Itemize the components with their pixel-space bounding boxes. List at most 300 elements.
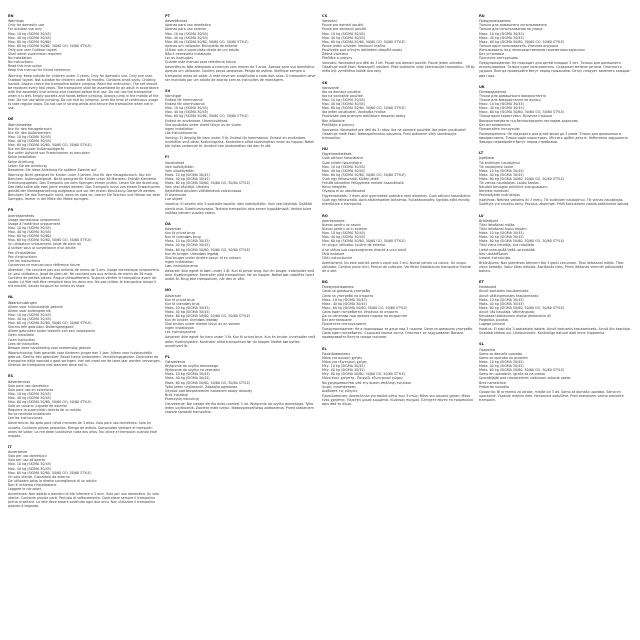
warning-line: Un utilisateur uniquement. Jouet de plein air (8, 242, 82, 247)
warning-section (479, 151, 632, 206)
warning-paragraph: Warnung: Nicht geeignet für Kinder unter 3 Jahren. Nur für den Hausgebrauch. Nur ein Benutzer. Außenspielgerät. Nicht geeignet für Kinder unter 36 Monaten. Enthält Kleinteile. Erstickungsgefahr. Das Trampolin vor dem Springen immer prüfen. Lesen Sie die Anleitung. Das Netz sollte alle zwei Jahre ersetzt werden. Das Trampolin muss von einem Erwachsenen gemäß der Montageanleitung aufgebaut und vor der ersten Benutzung überprüft werden. Benutzen Sie das Trampolin nicht, wenn es nass ist. Leeren Sie Taschen und Hände vor dem Springen. Immer in der Mitte der Matte springen. (8, 172, 161, 202)
warning-line: Само един потребител. Играчка за открито (322, 309, 399, 314)
warning-line: Maks. 10 kg (SIGMA 30/45) (479, 360, 524, 365)
warning-line: Wyłącznie do użytku domowego (165, 364, 219, 369)
warning-paragraph: Varning: Ej lämplig för barn under 3 år. Endast för hemmabruk. Endast en användare. Innehåller små delar. Kvävningsrisk. Kontrollera alltid studsmattan innan du hoppar. Nätet bör bytas vartannat år. Använd inte studsmattan när den är våt. (165, 135, 314, 149)
warning-line: Utilizar sob a supervisão direta de um adulto (165, 47, 240, 52)
section-title: Advarsler (165, 293, 182, 298)
warning-line: Max. 60 kg (SIGMA 50/60, 50/60 GO, 50/60 STYLE) (8, 43, 92, 48)
warning-line: Apenas para uso doméstico (165, 23, 211, 28)
warning-section (322, 147, 475, 207)
warning-line: Ainult üks kasutaja. Välimänguasi (479, 309, 535, 314)
warning-line: Máx. 40 kg (SIGMA 30/45) (165, 35, 209, 40)
warning-line: Ska användas under direkt tillsyn av en vuxen (165, 122, 242, 127)
section-title: Avertissements (8, 213, 35, 218)
warning-line: Maks. 40 kg (SIGMA 30/45) (165, 176, 210, 181)
warning-line: Kun én bruger. Udendørs legetøj (165, 251, 219, 256)
column-1 (8, 14, 161, 634)
warning-line: Bewahren Sie diese Anleitung für spätere Zwecke auf (8, 167, 97, 172)
section-title: Brīdinājumi (479, 218, 499, 223)
column-3 (322, 14, 475, 634)
warning-section (8, 445, 161, 509)
warning-line: Paigaldus puudub (479, 318, 509, 323)
warning-line: Máx. 10 kg (SIGMA 30/45) (8, 391, 52, 396)
section-title: Advertências (165, 19, 188, 24)
warning-line: Não é necessária instalação (165, 52, 212, 57)
language-code: ET (479, 280, 484, 285)
warning-section (479, 14, 632, 78)
warning-section (479, 85, 632, 145)
section-title: Warnings (8, 19, 24, 24)
warning-section (8, 14, 161, 110)
warning-line: Leggere le istruzioni (8, 486, 42, 491)
warning-line: Apenas para uso exterior (165, 27, 207, 32)
warning-line: Без установки (479, 52, 505, 57)
warning-line: À utiliser sous la surveillance d'un adulte (8, 246, 76, 251)
warning-line: Ingen installation (165, 126, 194, 131)
warning-line: Χωρίς εγκατάσταση (322, 384, 356, 389)
warning-section (322, 81, 475, 141)
warning-line: Nav uzstādīšanas (479, 251, 508, 256)
warning-line: Maks. 40 kg (SIGMA 30/45) (479, 172, 524, 177)
section-title: Varovanie (322, 85, 339, 90)
warning-line: Citiți instrucțiunile (322, 255, 353, 260)
warning-line: Un solo utente. Giocattolo da esterno (8, 474, 70, 479)
section-title: Hoiatused (479, 285, 497, 290)
warning-line: Ainult välitingimustes kasutamiseks (479, 293, 539, 298)
warning-line: Max. 10 kg (SIGMA 30/45) (322, 231, 366, 236)
section-title: Figyelmeztetések (322, 152, 352, 157)
warning-line: Csak kültéri használatra (322, 160, 362, 165)
language-code: NL (8, 295, 14, 300)
warning-line: Maks. 10 kg (SIGMA 30/45) (165, 239, 210, 244)
warning-paragraph: Warning: Keep outside for children under 3 years. Only for domestic use. Only one user. Outdoor toyset. Not suitable for children under 36 months. Contains small parts. Choking hazard. Always check the trampoline before jumping. Read the instruction. The net should be replaced every two years. The trampoline shall be assembled by an adult in accordance with the assembly instructions and checked before first use. Do not use the trampoline when it is wet. Empty pockets and hands before jumping. Always jump in the middle of the mat. Do not use while jumping. Do not exit by jumping. Limit the time of continuous usage to take regular stops. Do not use in strong winds and secure the trampoline when not in use. (8, 73, 159, 111)
warning-line: Samo en uporabnik. Igrača za na prosto (479, 372, 545, 377)
section-title: Įspėjimai (479, 156, 495, 161)
warning-line: Max. 40 kg (SIGMA 30/45) (322, 235, 366, 240)
warning-line: Žádná instalace (322, 52, 349, 57)
warning-paragraph: Avertisment: Nu este potrivit pentru copiii sub 3 ani. Numai pentru uz casnic. Un singur utilizator. Conține piese mici. Pericol de sufocare. Verificați întotdeauna trampolina înainte de a sări. (322, 260, 472, 273)
warning-paragraph: Figyelmeztetés: 3 éven aluli gyermekek számára nem alkalmas. Csak otthoni használatra. Csak egy felhasználó. Apró alkatrészeket tartalmaz. Fulladásveszély. Ugrálás előtt mindig ellenőrizze a trampolint. (322, 194, 471, 207)
warning-paragraph: Waarschuwing: Niet geschikt voor kinderen jonger dan 3 jaar. Alleen voor huishoudelijk gebruik. Slechts één gebruiker. Bevat kleine onderdelen. Verstikkingsgevaar. Controleer de trampoline altijd voordat u gaat springen. Het net moet om de twee jaar worden vervangen. Gebruik de trampoline niet wanneer deze nat is. (8, 350, 161, 368)
warning-line: Прочитайте інструкцію (479, 126, 520, 131)
language-code: PL (165, 354, 170, 359)
warning-section (322, 280, 475, 340)
warning-line: Maks. 60 kg (SIGMA 50/60, 50/60 GO, 50/60 STYLE) (165, 380, 251, 385)
warning-line: Max. 10 kg (SIGMA 30/45) (8, 462, 52, 467)
section-title: Ostrzeżenia (165, 360, 186, 365)
warning-section (165, 155, 318, 215)
warning-line: Máx. 10 kg (SIGMA 30/45) (165, 31, 209, 36)
warning-line: Макс. 10 kg (SIGMA 30/45) (479, 102, 524, 107)
warning-paragraph: Avvertenza: Non adatto a bambini di età inferiore a 3 anni. Solo per uso domestico. Un solo utente. Contiene piccole parti. Pericolo di soffocamento. Controllare sempre il trampolino prima di saltare. La rete deve essere sostituita ogni due anni. Non utilizzare il trampolino quando è bagnato. (8, 492, 160, 509)
warning-line: Nur für den Hausgebrauch (8, 126, 52, 131)
section-title: Varoitukset (165, 160, 185, 165)
warning-line: Тільки один користувач. Вулична іграшка (479, 114, 553, 119)
warning-line: Geen installatie (8, 333, 34, 338)
warning-line: Only for domestic use (8, 23, 45, 28)
warning-line: Ingen installasjon (165, 326, 194, 331)
warning-line: Maks. 10 kg (SIGMA 30/45) (479, 231, 524, 236)
warning-line: Endast för hemmabruk (165, 98, 203, 103)
language-code: SL (479, 342, 484, 347)
warning-line: Solo para uso en exteriores (8, 387, 54, 392)
warning-line: Tikai viens lietotājs. Āra rotaļlieta (479, 243, 535, 248)
warning-line: Pas d'installation (8, 250, 36, 255)
warning-paragraph: Attention : Ne convient pas aux enfants de moins de 3 ans. Usage domestique uniquement. Un seul utilisateur. Jouet de plein air. Ne convient pas aux enfants de moins de 36 mois. Contient de petites pièces. Risque d'étouffement. Toujours vérifier le trampoline avant de sauter. Le filet doit être remplacé tous les deux ans. Ne pas utiliser le trampoline lorsqu'il est mouillé. Sauter toujours au milieu du tapis. (8, 267, 160, 289)
warning-paragraph: Varovanie: Nevhodné pre deti do 3 rokov. Iba na domáce použitie. Iba jeden používateľ. Obsahuje malé časti. Nebezpečenstvo udusenia. Pred skákaním vždy skontrolujte trampolínu. (322, 127, 467, 140)
language-code: BG (322, 280, 328, 285)
warning-line: Μόνο ένας χρήστης. Παιχνίδι εξωτερικού χώρου (322, 376, 403, 381)
warning-line: Макс. 40 kg (SIGMA 30/45) (322, 301, 367, 306)
warning-line: Keine Anleitung (8, 159, 34, 164)
section-title: Opozorila (479, 347, 496, 352)
warning-line: Maks. 60 kg (SIGMA 50/60, 50/60 GO, 50/60 STYLE) (479, 239, 565, 244)
warning-line: Max. 10 kg (SIGMA 30/45) (8, 313, 52, 317)
warning-line: Max. 40 kg (SIGMA 30/45) (8, 466, 52, 471)
language-code: DA (165, 221, 171, 226)
warning-line: Maks. 40 kg (SIGMA 30/45) (165, 243, 210, 248)
warning-line: No instructions (8, 60, 33, 65)
warning-paragraph: Advarsel: Ikke egnet for barn under 3 år. Kun til privat bruk. Kun én bruker. Inneholder små deler. Kvelningsfare. Kontroller alltid trampolinen før du hopper. Nettet bør byttes annethvert år. (165, 335, 316, 348)
warning-paragraph: Advertência: Não adequado a crianças com menos de 3 anos. Apenas para uso doméstico. Apenas um utilizador. Contém peças pequenas. Perigo de asfixia. Verifique sempre o trampolim antes de saltar. A rede deve ser substituída a cada dois anos. O trampolim deve ser montado por um adulto de acordo com as instruções de montagem. (165, 65, 316, 82)
warning-line: Макс. 10 kg (SIGMA 30/45) (322, 297, 367, 302)
language-code: UK (479, 84, 485, 89)
warning-line: Max. 10 kg (SIGMA 30/45) (322, 98, 366, 103)
warning-section (165, 288, 318, 348)
warning-line: Guarde este manual para referência futura (165, 60, 236, 65)
warning-section (322, 214, 475, 274)
warning-line: Csak egy felhasználó. Kültéri játék (322, 176, 379, 181)
warning-line: Brez namestitve (479, 380, 506, 385)
warning-line: Nur ein Benutzer Außenspielgerät (8, 147, 64, 152)
warning-line: Tylko jeden użytkownik. Zabawka ogrodowa (165, 384, 238, 389)
warning-line: Kasutada täiskasvanu otsese järelevalve all (479, 314, 551, 319)
warning-line: Μέγ. 60 kg (SIGMA 50/60, 50/60 GO, 50/60 STYLE) (322, 372, 406, 377)
warning-line: No installation (8, 56, 32, 61)
warning-line: Maks. 60 kg (SIGMA 50/60, 50/60 GO, 50/60 STYLE) (479, 176, 565, 181)
language-code: NO (165, 288, 172, 293)
warning-line: Використовувати під безпосереднім наглядом дорослих (479, 118, 578, 123)
warning-line: Slechts één gebruiker. Buitenspeelgoed (8, 325, 74, 330)
warning-line: Maks. 10 kg (SIGMA 30/45) (165, 372, 210, 377)
warning-paragraph: Предупреждение: Не подходит для детей младше 3 лет. Только для домашнего использования. Только один пользователь. Содержит мелкие детали. Опасность удушья. Всегда проверяйте батут перед прыжками. Сетку следует заменять каждые два года. (479, 61, 630, 78)
warning-line: Max. 60 kg (SIGMA 50/60, 50/60 GO, 50/60 STYLE) (8, 238, 92, 243)
warning-section (8, 374, 161, 438)
warning-line: Maks. 40 kg (SIGMA 30/45) (479, 235, 524, 240)
warning-line: Lugege juhiseid (479, 322, 505, 327)
warning-line: Izlasiet instrukcijas (479, 255, 511, 260)
warning-line: Max. 60 kg (SIGMA 50/60, 50/60 GO, 50/60 STYLE) (322, 172, 406, 177)
warning-line: Тільки для домашнього використання (479, 94, 546, 98)
warning-line: Max. 60 kg (SIGMA 50/60, 50/60 GO, 50/60 STYLE) (8, 143, 92, 148)
warning-paragraph: Brīdinājums: Nav piemērots bērniem līdz 3 gadu vecumam. Tikai lietošanai mājās. Tikai viens lietotājs. Satur sīkas detaļas. Aizrīšanās risks. Pirms lēkšanas vienmēr pārbaudiet batutu. (479, 260, 624, 273)
warning-line: Endast för utomhusbruk (165, 102, 205, 107)
warning-line: Kun til privat brug (165, 231, 195, 236)
warning-line: Ingen installation (165, 259, 194, 264)
warning-line: For outdoor use only (8, 27, 42, 32)
warning-line: Μέγ. 10 kg (SIGMA 30/45) (322, 364, 365, 369)
warning-line: Max. 60 kg (SIGMA 50/60) (8, 39, 52, 44)
warning-line: Max. 40 kg (SIGMA 30/45) (165, 110, 209, 115)
warning-line: Usage à l'extérieur uniquement (8, 221, 61, 226)
warning-line: Usage domestique uniquement (8, 217, 60, 222)
section-title: Avvertenze (8, 450, 28, 455)
warning-line: Máx. 40 kg (SIGMA 30/45) (8, 395, 52, 400)
warning-line: Vain kotikäyttöön (165, 164, 194, 169)
warning-section (165, 222, 318, 282)
warning-line: Max. 40 kg (SIGMA 30/45) (322, 35, 366, 40)
language-code: EN (8, 14, 14, 18)
warning-line: Maks. 10 kg (SIGMA 30/45) (479, 297, 524, 302)
section-title: Warnhinweise (8, 122, 32, 127)
warning-line: Без инсталиране (322, 318, 352, 323)
warning-section (8, 208, 161, 288)
warning-line: Max. 60 kg (SIGMA 50/60) (8, 234, 52, 239)
warning-line: Макс. 60 kg (SIGMA 50/60, 50/60 GO, 50/60 STYLE) (479, 39, 565, 44)
warning-line: Alleen voor huishoudelijk gebruik (8, 304, 63, 309)
warning-line: Csak otthoni használatra (322, 156, 364, 161)
warning-line: Bewaar deze handleiding voor toekomstig gebruik (8, 345, 92, 350)
warning-line: Maks. 10 kg (SIGMA 30/45) (165, 172, 210, 177)
warning-line: Max. 10 kg (SIGMA 30/45) (8, 134, 52, 139)
warning-line: Keine Installation (8, 155, 37, 160)
section-title: Varningar (165, 94, 182, 98)
column-2 (165, 14, 318, 634)
section-title: Varování (322, 19, 337, 24)
warning-line: Vain yksi käyttäjä. Ulkolelu (165, 185, 210, 190)
warning-line: Przeczytaj instrukcję (165, 396, 199, 401)
warning-section (8, 117, 161, 201)
warning-line: Tikai lietošanai mājās (479, 222, 515, 227)
warning-line: Maks. 60 kg (SIGMA 50/60, 50/60 GO, 50/60 STYLE) (165, 247, 251, 252)
warning-section (479, 214, 632, 274)
warning-line: Tik vienas naudotojas. Lauko žaislas (479, 180, 539, 185)
warning-line: Läs instruktionerna (165, 130, 197, 135)
warning-line: Διαβάστε τις οδηγίες (322, 388, 358, 393)
warning-line: Прочтите инструкцию (479, 56, 518, 61)
language-code: IT (8, 444, 12, 449)
warning-line: Iba na domáce použitie (322, 89, 361, 94)
warning-line: Skal bruges under direkte opsyn af en voksen (165, 255, 241, 260)
warning-line: No se necesita instalación (8, 412, 52, 417)
warning-line: Lietot pieaugušā tiešā uzraudzībā (479, 247, 535, 252)
warning-line: Iba jeden používateľ. Vonkajšia hračka (322, 110, 386, 115)
warning-line: Non è richiesta l'installazione (8, 482, 57, 487)
warning-line: Max. 60 kg (SIGMA 50/60, 50/60 GO, 50/60 STYLE) (165, 114, 249, 119)
warning-line: Max. 40 kg (SIGMA 30/45) (8, 317, 52, 322)
warning-line: Prečítajte si pokyny (322, 122, 355, 127)
warning-paragraph: Предупреждение: Не е подходящо за деца под 3 години. Само за домашна употреба. Само един потребител. Съдържа малки части. Опасност от задушаване. Винаги проверявайте батута преди скачане. (322, 327, 474, 340)
warning-paragraph: Opozorilo: Ni primerno za otroke, mlajše od 3 let. Samo za domačo uporabo. Samo en uporabnik. Vsebuje majhne dele. Nevarnost zadušitve. Pred skakanjem vedno preverite trampolin. (479, 389, 624, 402)
warning-paragraph: Попередження: Не підходить для дітей віком до 3 років. Тільки для домашнього використання. Тільки один користувач. Містить дрібні деталі. Небезпека задушення. Завжди перевіряйте батут перед стрибками. (479, 131, 629, 145)
warning-line: Tik naudojimui lauke (479, 164, 514, 169)
warning-line: Maks. 10 kg (SIGMA 30/45) (165, 305, 210, 310)
warning-line: Vain ulkokäyttöön (165, 168, 195, 173)
warning-line: Maks. 40 kg (SIGMA 30/45) (479, 301, 524, 306)
warning-line: Endast en användare. Utomhusleksak (165, 118, 228, 123)
language-code: RU (479, 14, 485, 18)
warning-line: Макс. 60 kg (SIGMA 50/60, 50/60 GO, 50/60 STYLE) (479, 110, 565, 115)
warning-line: Max. 60 kg (SIGMA 50/60, 50/60 GO, 50/60 STYLE) (8, 321, 92, 326)
warning-line: Perskaitykite instrukcijas (479, 193, 520, 198)
warning-line: Only one user Outdoor toyset (8, 47, 57, 52)
warning-line: Bez inštalácie (322, 118, 345, 123)
warning-line: Maks. 40 kg (SIGMA 30/45) (165, 309, 210, 314)
warning-line: Maks. 40 kg (SIGMA 30/45) (479, 364, 524, 369)
warning-section (322, 14, 475, 74)
language-code: CS (322, 14, 328, 18)
warning-section (479, 280, 632, 335)
warning-line: Maks. 60 kg (SIGMA 50/60, 50/60 GO, 50/60 STYLE) (165, 180, 251, 185)
warning-line: Keep this manual for future reference (8, 68, 70, 73)
warning-line: Requiere la supervisión directa de un adulto (8, 408, 81, 413)
warning-line: Nur für den Außenbereich (8, 130, 51, 135)
warning-line: Wyłącznie do użytku na zewnątrz (165, 368, 221, 373)
warning-section (165, 355, 318, 415)
warning-line: Max. 10 kg (SIGMA 30/45) (165, 106, 209, 111)
warning-line: Numai pentru uz în exterior (322, 227, 368, 232)
warning-line: Maks. 60 kg (SIGMA 50/60, 50/60 GO, 50/60 STYLE) (479, 368, 565, 373)
warning-line: Maks. 60 kg (SIGMA 50/60, 50/60 GO, 50/60 STYLE) (479, 305, 565, 310)
warning-line: Samo za domačo uporabo (479, 351, 523, 356)
warning-line: Alleen gebruiken onder toezicht van een volwassene (8, 329, 96, 334)
warning-paragraph: Varoitus: Ei sovellu alle 3-vuotiaille lapsille. Vain kotikäyttöön. Vain yksi käyttäjä. Sisältää pieniä osia. Tukehtumisvaara. Tarkista trampoliini aina ennen hyppäämistä. Verkko tulee vaihtaa kahden vuoden välein. (165, 202, 312, 215)
language-code: DE (8, 117, 14, 122)
warning-line: Shall admit supervision required (8, 52, 62, 57)
warning-line: Μόνο για οικιακή χρήση (322, 355, 362, 360)
warning-line: Lue ohjeet (165, 197, 183, 202)
warning-line: Ainult koduseks kasutamiseks (479, 289, 529, 294)
section-title: Advertencias (8, 379, 31, 384)
warning-line: Да се използва под прекия надзор на възрастен (322, 314, 408, 319)
column-4 (479, 14, 632, 634)
warning-line: Tik buitiniam naudojimui (479, 160, 520, 165)
section-title: Προειδοποιήσεις (322, 351, 351, 356)
warning-paragraph: Προειδοποίηση: Ακατάλληλο για παιδιά κάτω των 3 ετών. Μόνο για οικιακή χρήση. Μόνο ένας χρήστης. Περιέχει μικρά κομμάτια. Κίνδυνος πνιγμού. Ελέγχετε πάντα το τραμπολίνο πριν από το άλμα. (322, 393, 474, 406)
warning-line: Макс. 10 kg (SIGMA 30/45) (479, 31, 524, 36)
warning-line: Max. 40 kg (SIGMA 30/45) (322, 102, 366, 107)
language-code: ES (8, 374, 14, 379)
warning-line: Kun til udendørs brug (165, 235, 201, 240)
warning-line: Max. 40 kg (SIGMA 30/45) (8, 35, 52, 40)
warning-line: Maks. 40 kg (SIGMA 30/45) (165, 376, 210, 381)
warning-section (165, 14, 318, 82)
warning-line: Только для домашнего использования (479, 23, 547, 28)
warning-line: Ei asennusta (165, 193, 187, 198)
warning-line: Geen instructies (8, 337, 35, 342)
warning-line: Un singur utilizator. Jucărie de exterior (322, 243, 386, 248)
warning-line: Fără instalare (322, 251, 345, 256)
section-title: Avertismente (322, 218, 345, 223)
warning-line: Käytettävä aikuisen välittömässä valvonnassa (165, 189, 242, 194)
warning-line: Max. 40 kg (SIGMA 30/45) (322, 168, 366, 173)
warning-line: Alleen voor buitengebruik (8, 308, 51, 313)
warning-line: Ler as instruções (165, 56, 194, 61)
warning-line: Używać pod bezpośrednim nadzorem osoby dorosłej (165, 388, 252, 393)
warning-line: Max. 40 kg (SIGMA 30/45) (8, 139, 52, 144)
warning-line: Samo za uporabo na prostem (479, 355, 528, 360)
warning-line: Без встановлення (479, 122, 511, 127)
warning-paragraph: Varování: Nevhodné pro děti do 3 let. Pouze pro domácí použití. Pouze jeden uživatel. Obsahuje malé části. Nebezpečí udušení. Před skákáním vždy zkontrolujte trampolínu. Síť by měla být vyměněna každé dva roky. (322, 61, 475, 74)
warning-line: Naudoti tiesiogiai prižiūrint suaugusiajam (479, 185, 548, 190)
warning-line: Solo per uso all'aperto (8, 458, 46, 463)
warning-line: Max. 10 kg (SIGMA 30/45) (322, 164, 366, 169)
warning-line: Pouze pro domácí použití (322, 23, 364, 28)
warning-line: Maks. 10 kg (SIGMA 30/45) (479, 168, 524, 173)
warning-line: Lees de instructies (8, 341, 39, 346)
warning-line: Только для использования на улице (479, 27, 543, 32)
warning-line: Pouze jeden uživatel. Venkovní hračka (322, 43, 386, 48)
language-code: RO (322, 213, 328, 218)
section-title: Предупреждения (479, 19, 511, 24)
warning-line: Max. 40 kg (SIGMA 30/45) (8, 230, 52, 235)
warning-line: Přečtěte si pokyny (322, 56, 353, 61)
warning-line: Nincs telepítés (322, 185, 347, 190)
language-code: EL (322, 346, 327, 351)
warning-paragraph: Įspėjimas: Netinka vaikams iki 3 metų. Tik buitiniam naudojimui. Tik vienas naudotojas. Sudėtyje yra smulkių dalių. Pavojus užspringti. Prieš šokinėdami visada patikrinkite batutą. (479, 198, 630, 207)
warning-line: Lesen Sie die Anleitung (8, 163, 47, 168)
warning-line: Les instruksjonene (165, 330, 196, 335)
warning-line: Max. 10 kg (SIGMA 30/45) (8, 226, 52, 231)
language-code: SV (165, 88, 171, 93)
warning-line: Kun én bruker. Utendørs leketøy (165, 318, 218, 323)
warning-line: Pouze pro venkovní použití (322, 27, 367, 32)
warning-line: Nereikia montuoti (479, 189, 509, 194)
warning-line: Read this instruction (8, 64, 42, 69)
warning-line: Maks. 60 kg (SIGMA 50/60, 50/60 GO, 50/60 STYLE) (165, 314, 251, 319)
warning-line: Pas d'instructions (8, 254, 37, 259)
language-code: PT (165, 14, 171, 18)
warning-line: Μόνο για εξωτερική χρήση (322, 360, 367, 365)
warning-line: Skal brukes under direkte tilsyn av en voksen (165, 322, 241, 327)
warning-line: Max. 10 kg (SIGMA 30/45) (8, 31, 52, 36)
warning-line: Max. 10 kg (SIGMA 30/45) (322, 31, 366, 36)
language-code: LV (479, 213, 484, 218)
warning-line: Používejte pod přímým dohledem dospělé osoby (322, 47, 403, 52)
warning-line: Iba na vonkajšie použitie (322, 94, 363, 98)
warning-line: Solo para uso doméstico (8, 383, 49, 388)
warning-line: Kun til utendørs bruk (165, 301, 200, 306)
warning-line: Макс. 40 kg (SIGMA 30/45) (479, 35, 524, 40)
warning-line: Lea las instrucciones (8, 416, 43, 421)
language-code: SK (322, 80, 328, 85)
warning-section (479, 342, 632, 402)
warning-line: Læs instruktionerne (165, 263, 198, 268)
warning-line: Olvassa el az utasításokat (322, 189, 366, 194)
warning-paragraph: Hoiatus: Ei sobi alla 3-aastastele lastele. Ainult koduseks kasutamiseks. Ainult üks kasutaja. Sisaldab väikesi osi. Lämbumisoht. Kontrollige batuuti alati enne hüppamist. (479, 327, 631, 336)
warning-paragraph: Advarsel: Ikke egnet til børn under 3 år. Kun til privat brug. Kun én bruger. Indeholder små dele. Kvælningsfare. Kontroller altid trampolinen, før du hopper. Nettet bør udskiftes hvert andet år. Brug ikke trampolinen, når den er våd. (165, 268, 315, 282)
warning-line: Kun til privat bruk (165, 297, 195, 302)
language-code: FI (165, 155, 169, 160)
language-code: FR (8, 208, 14, 213)
warning-line: Numai pentru uz casnic (322, 222, 361, 227)
warning-line: Само за домашна употреба (322, 289, 370, 294)
warning-line: Макс. 40 kg (SIGMA 30/45) (479, 106, 524, 111)
warning-line: Brak instalacji (165, 392, 189, 397)
section-title: Попередження (479, 89, 507, 94)
warning-line: Felnőtt közvetlen felügyelete mellett használható (322, 180, 404, 185)
section-title: Advarsler (165, 227, 182, 232)
warning-section (8, 295, 161, 367)
warning-line: Conservez ce manuel pour référence future (8, 262, 80, 267)
language-code: HU (322, 147, 328, 152)
warning-line: Používajte pod priamym dohľadom dospelej osoby (322, 114, 406, 119)
warning-section (165, 89, 318, 149)
warning-line: Máx. 60 kg (SIGMA 50/60, 50/60 GO, 50/60 STYLE) (8, 399, 92, 404)
warning-line: Только один пользователь. Уличная игрушка (479, 43, 559, 48)
warning-line: A se utiliza sub supravegherea directă a unui adult (322, 247, 407, 252)
